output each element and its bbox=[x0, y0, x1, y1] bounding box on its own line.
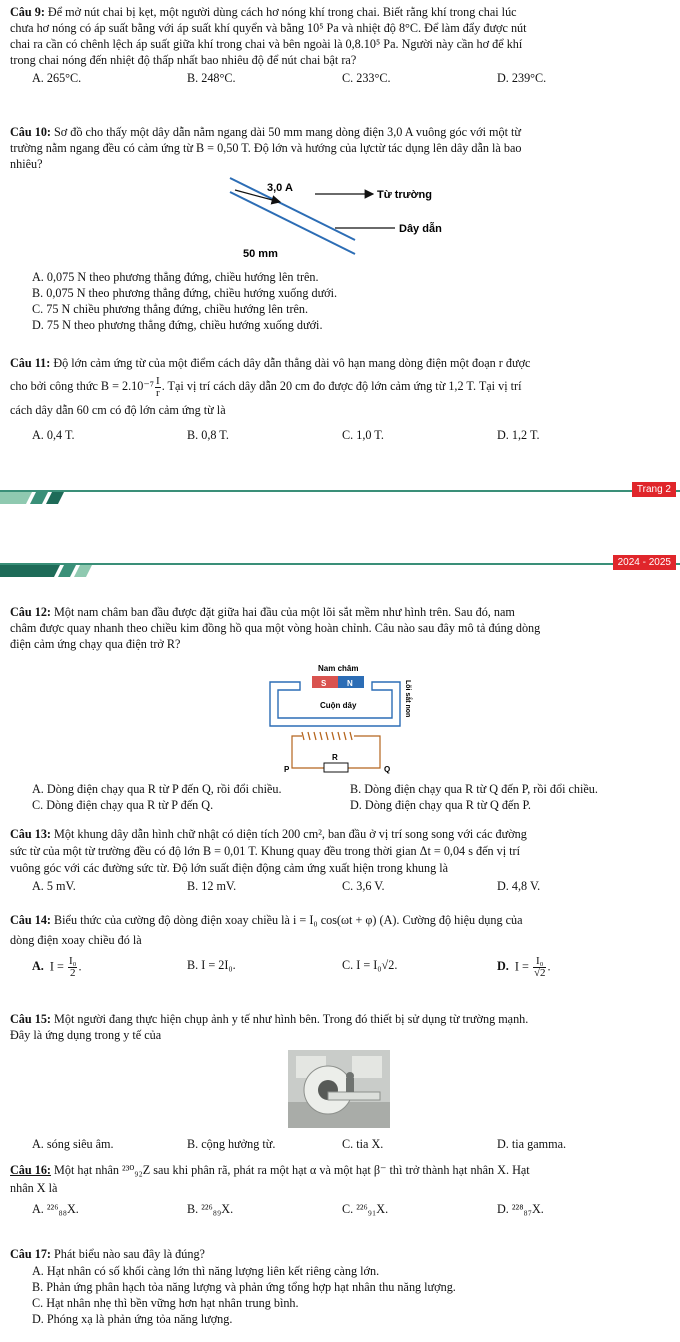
q11-line-2 bbox=[10, 375, 672, 399]
header-stripes bbox=[0, 563, 100, 577]
q12-number: Câu 12: bbox=[10, 605, 51, 619]
q10-option-c[interactable]: C. 75 N chiều phương thẳng đứng, chiều hướng lên trên. bbox=[32, 302, 309, 317]
q10-line-3: nhiêu? bbox=[10, 157, 43, 172]
q16-text-1: Một hạt nhân ²³⁰₉₂Z sau khi phân rã, phát ra một hạt α và một hạt β⁻ thì trở thành hạt nhân X. Hạt bbox=[54, 1163, 530, 1177]
q16-option-c[interactable]: C. ²²⁶₉₁X. bbox=[342, 1201, 389, 1216]
q13-line-3: vuông góc với các đường sức từ. Độ lớn suất điện động cảm ứng xuất hiện trong khung là bbox=[10, 860, 449, 875]
question-13 bbox=[10, 826, 672, 895]
q12-option-a[interactable]: A. Dòng điện chạy qua R từ P đến Q, rồi đổi chiều. bbox=[32, 782, 282, 796]
n-label: N bbox=[347, 679, 353, 688]
q14-option-c[interactable]: C. I = I₀√2. bbox=[342, 958, 398, 973]
q14-option-d[interactable]: D. I = $\frac{\text{I₀}}{√2}$ . bbox=[497, 955, 551, 980]
q9-text-1: Để mở nút chai bị kẹt, một người dùng cách hơ nóng khí trong chai. Biết rằng khí trong chai lúc bbox=[47, 5, 517, 19]
footer-rule bbox=[0, 490, 680, 492]
q9-option-a[interactable]: A. 265°C. bbox=[32, 71, 82, 86]
q14-d-letter: D. bbox=[497, 959, 509, 974]
q17-number: Câu 17: bbox=[10, 1247, 51, 1261]
q11-line-1 bbox=[10, 352, 672, 375]
q13-option-a[interactable]: A. 5 mV. bbox=[32, 879, 76, 894]
q16-option-b[interactable]: B. ²²⁶₈₉X. bbox=[187, 1201, 234, 1216]
q15-option-c[interactable]: C. tia X. bbox=[342, 1137, 384, 1151]
q14-a-num: I₀ bbox=[68, 955, 77, 968]
page-header-band bbox=[0, 553, 680, 581]
q13-option-c[interactable]: C. 3,6 V. bbox=[342, 879, 385, 894]
q13-answers bbox=[10, 878, 672, 895]
core-label: Lõi sắt non bbox=[404, 680, 411, 718]
q12-line-1 bbox=[10, 604, 672, 620]
q9-answers bbox=[10, 70, 672, 86]
q15-text-1: Một người đang thực hiện chụp ảnh y tế như hình bên. Trong đó thiết bị sử dụng từ trường mạnh. bbox=[54, 1012, 529, 1026]
coil-label: Cuộn dây bbox=[320, 701, 357, 710]
q9-option-c[interactable]: C. 233°C. bbox=[342, 71, 391, 86]
q14-line-1 bbox=[10, 911, 672, 931]
q15-answers bbox=[10, 1136, 672, 1152]
q9-number: Câu 9: bbox=[10, 5, 45, 19]
q13-text-1: Một khung dây dẫn hình chữ nhật có diện tích 200 cm², ban đầu ở vị trí song song với các đường bbox=[54, 827, 527, 841]
q9-line-3: chai ra cần có chênh lệch áp suất giữa khí trong chai và bên ngoài là 0,8.10⁵ Pa. Người này cần hơ để khí bbox=[10, 37, 523, 52]
q11-answers bbox=[10, 427, 672, 443]
s-label: S bbox=[321, 679, 327, 688]
q15-line-1 bbox=[10, 1011, 672, 1027]
question-17 bbox=[10, 1246, 672, 1327]
coil-windings bbox=[302, 732, 352, 740]
q12-line-3: điện cảm ứng chạy qua điện trở R? bbox=[10, 637, 181, 652]
q14-d-num: I₀ bbox=[533, 956, 547, 968]
q13-number: Câu 13: bbox=[10, 827, 51, 841]
q17-option-c[interactable]: C. Hạt nhân nhẹ thì bền vững hơn hạt nhân trung bình. bbox=[32, 1296, 299, 1311]
q11-text-2: . Tại vị trí cách dây dẫn 20 cm đo được độ lớn cảm ứng từ 1,2 T. Tại vị trí bbox=[161, 379, 522, 394]
q12-answers bbox=[10, 781, 672, 813]
q12-answers-row-1 bbox=[32, 781, 672, 797]
q15-line-2: Đây là ứng dụng trong y tế của bbox=[10, 1028, 162, 1043]
page-footer-band bbox=[0, 480, 680, 508]
q11-formula: cho bởi công thức B = 2.10⁻⁷ bbox=[10, 379, 155, 394]
q14-text-1: Biểu thức của cường độ dòng điện xoay chiều là i = I₀ cos(ωt + φ) (A). Cường độ hiệu dụng của bbox=[54, 913, 523, 927]
q11-option-b[interactable]: B. 0,8 T. bbox=[187, 428, 229, 442]
p-label: P bbox=[284, 765, 290, 774]
q15-number: Câu 15: bbox=[10, 1012, 51, 1026]
question-14 bbox=[10, 911, 672, 979]
q14-a-lhs: I = bbox=[49, 959, 64, 974]
q11-option-d[interactable]: D. 1,2 T. bbox=[497, 428, 540, 442]
q13-option-b[interactable]: B. 12 mV. bbox=[187, 879, 237, 894]
magnet-label: Nam châm bbox=[318, 664, 359, 673]
q9-line-2: chưa hơ nóng có áp suất bằng với áp suất khí quyển và bằng 10⁵ Pa và nhiệt độ 8°C. Để làm đẩy được nút bbox=[10, 21, 527, 36]
q10-option-a[interactable]: A. 0,075 N theo phương thẳng đứng, chiều hướng lên trên. bbox=[32, 270, 319, 284]
q16-line-2: nhân X là bbox=[10, 1181, 58, 1196]
q11-fraction bbox=[155, 376, 161, 399]
q16-number: Câu 16: bbox=[10, 1163, 51, 1177]
q16-answers bbox=[10, 1200, 672, 1218]
q15-option-b[interactable]: B. cộng hưởng từ. bbox=[187, 1137, 276, 1151]
q14-a-den: 2 bbox=[69, 967, 76, 980]
q12-answers-row-2 bbox=[32, 797, 672, 813]
school-year-tag: 2024 - 2025 bbox=[613, 555, 676, 570]
q12-text-1: Một nam châm ban đầu được đặt giữa hai đầu của một lõi sắt mềm như hình trên. Sau đó, nam bbox=[54, 605, 515, 619]
q9-option-b[interactable]: B. 248°C. bbox=[187, 71, 236, 86]
q13-line-1 bbox=[10, 826, 672, 843]
q11-option-c[interactable]: C. 1,0 T. bbox=[342, 428, 384, 442]
q17-text-1: Phát biểu nào sau đây là đúng? bbox=[54, 1247, 205, 1261]
q17-option-a[interactable]: A. Hạt nhân có số khối càng lớn thì năng lượng liên kết riêng càng lớn. bbox=[32, 1264, 380, 1279]
q13-option-d[interactable]: D. 4,8 V. bbox=[497, 879, 541, 894]
q12-magnet-diagram bbox=[260, 660, 420, 778]
q17-answers bbox=[10, 1263, 672, 1327]
r-label: R bbox=[332, 753, 338, 762]
q10-option-d[interactable]: D. 75 N theo phương thẳng đứng, chiều hướng xuống dưới. bbox=[32, 318, 323, 333]
q15-option-a[interactable]: A. sóng siêu âm. bbox=[32, 1137, 114, 1151]
q15-answers-wrap bbox=[10, 1134, 672, 1152]
q9-line-4: trong chai nóng đến nhiệt độ thấp nhất bao nhiêu độ để nút chai bật ra? bbox=[10, 53, 357, 68]
q14-d-lhs: I = bbox=[514, 959, 529, 974]
question-12 bbox=[10, 604, 672, 652]
current-label: 3,0 A bbox=[267, 182, 293, 194]
wire-line-bottom bbox=[230, 192, 355, 254]
question-11 bbox=[10, 352, 672, 422]
q10-line-1 bbox=[10, 124, 672, 140]
page-number-tag: Trang 2 bbox=[632, 482, 676, 497]
q14-d-fraction bbox=[533, 956, 547, 979]
question-9 bbox=[10, 4, 672, 86]
q14-option-b[interactable]: B. I = 2I₀. bbox=[187, 958, 236, 973]
q17-line-1 bbox=[10, 1246, 672, 1262]
q13-line-2: sức từ của một từ trường đều có độ lớn B = 0,01 T. Khung quay đều trong thời gian Δt = 0,04 s đến vị trí bbox=[10, 843, 520, 858]
q10-text-1: Sơ đồ cho thấy một dây dẫn nằm ngang dài 50 mm mang dòng điện 3,0 A vuông góc với một từ bbox=[54, 125, 522, 139]
q-label: Q bbox=[384, 765, 391, 774]
q11-frac-den: r bbox=[156, 386, 160, 399]
q12-line-2: châm được quay nhanh theo chiều kim đồng hồ qua một vòng hoàn chỉnh. Câu nào sau đây mô tả đúng dòng bbox=[10, 621, 541, 636]
q11-option-a[interactable]: A. 0,4 T. bbox=[32, 428, 75, 442]
field-label: Từ trường bbox=[377, 189, 432, 201]
q17-option-d[interactable]: D. Phóng xạ là phản ứng tỏa năng lượng. bbox=[32, 1312, 233, 1327]
q9-line-1 bbox=[10, 4, 672, 20]
q15-option-d[interactable]: D. tia gamma. bbox=[497, 1137, 567, 1151]
q9-option-d[interactable]: D. 239°C. bbox=[497, 71, 547, 86]
q10-wire-diagram bbox=[195, 172, 505, 272]
length-label: 50 mm bbox=[243, 248, 278, 260]
question-15 bbox=[10, 1011, 672, 1043]
q10-option-b[interactable]: B. 0,075 N theo phương thẳng đứng, chiều hướng xuống dưới. bbox=[32, 286, 338, 301]
q11-frac-num: I bbox=[156, 374, 160, 387]
q14-a-letter: A. bbox=[32, 959, 44, 974]
q11-line-3: cách dây dẫn 60 cm có độ lớn cảm ứng từ là bbox=[10, 402, 226, 417]
q12-option-d[interactable]: D. Dòng điện chạy qua R từ Q đến P. bbox=[350, 798, 531, 813]
q14-answers bbox=[10, 956, 672, 979]
question-10 bbox=[10, 124, 672, 172]
q16-option-d[interactable]: D. ²²⁸₈₇X. bbox=[497, 1201, 544, 1216]
resistor bbox=[324, 763, 348, 772]
q11-number: Câu 11: bbox=[10, 356, 51, 370]
q14-a-fraction bbox=[68, 956, 78, 979]
q14-option-a[interactable]: A. I = $\frac{\text{I₀}}{2}$ . bbox=[32, 955, 82, 980]
q12-option-b[interactable]: B. Dòng điện chạy qua R từ Q đến P, rồi đổi chiều. bbox=[350, 782, 598, 796]
q14-number: Câu 14: bbox=[10, 913, 51, 927]
header-rule bbox=[0, 563, 680, 565]
q10-line-2: trường nằm ngang đều có cảm ứng từ B = 0,50 T. Độ lớn và hướng của lựctừ tác dụng lên dây dẫn là bao bbox=[10, 141, 522, 156]
footer-stripes bbox=[0, 490, 70, 504]
q10-number: Câu 10: bbox=[10, 125, 51, 139]
q11-answers-wrap bbox=[10, 425, 672, 443]
q11-text-1: Độ lớn cảm ứng từ của một điểm cách dây dẫn thẳng dài vô hạn mang dòng điện một đoạn r được bbox=[53, 356, 531, 370]
q10-answers bbox=[10, 269, 680, 333]
q15-mri-photo bbox=[288, 1050, 390, 1128]
q14-d-den: √2 bbox=[533, 967, 546, 980]
wire-label: Dây dẫn bbox=[399, 223, 442, 235]
question-16 bbox=[10, 1161, 672, 1218]
q14-line-2: dòng điện xoay chiều đó là bbox=[10, 932, 142, 947]
q16-line-1 bbox=[10, 1161, 672, 1179]
q12-option-c[interactable]: C. Dòng điện chạy qua R từ P đến Q. bbox=[32, 798, 214, 813]
q16-option-a[interactable]: A. ²²⁶₈₈X. bbox=[32, 1201, 79, 1216]
q17-option-b[interactable]: B. Phản ứng phân hạch tỏa năng lượng và phản ứng tổng hợp hạt nhân thu năng lượng. bbox=[32, 1280, 456, 1295]
